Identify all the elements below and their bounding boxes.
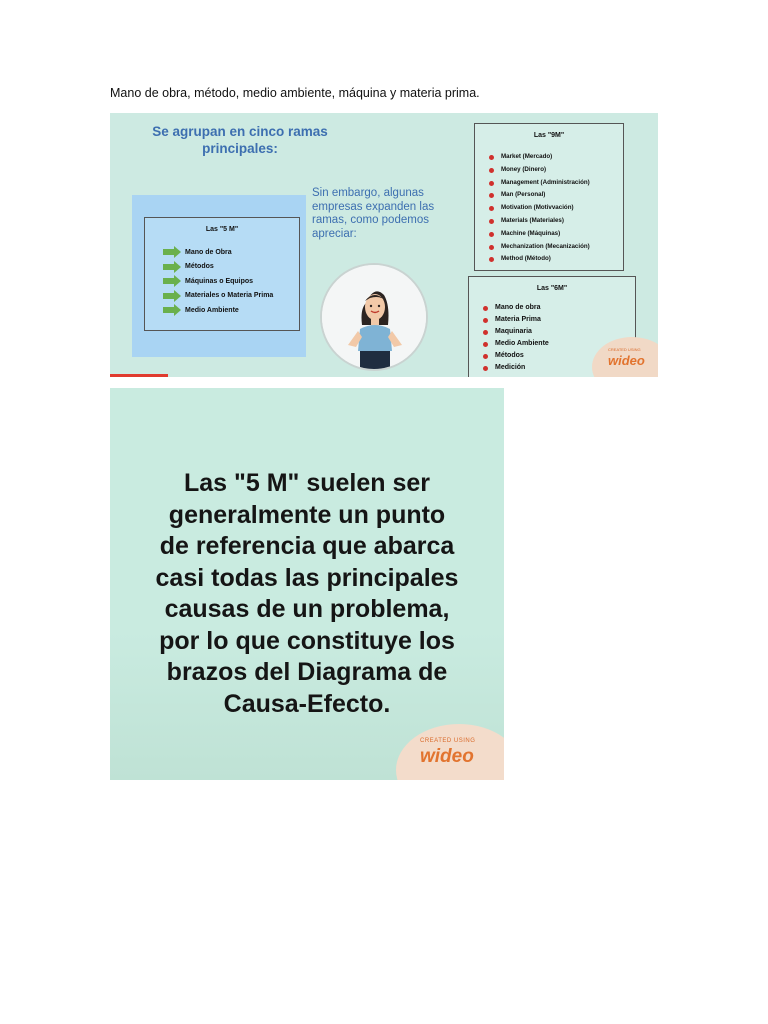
list-5m-item-label: Máquinas o Equipos xyxy=(185,277,254,285)
watermark-top-text: CREATED USING xyxy=(608,347,641,352)
slide-5m-explanation xyxy=(110,388,504,780)
watermark-brand-text: wideo xyxy=(608,353,645,368)
list-5m-item-label: Mano de Obra xyxy=(185,248,232,256)
list-9m-item-label: Motivation (Motivvación) xyxy=(501,204,574,212)
green-arrow-icon xyxy=(163,249,175,255)
list-6m-item-label: Maquinaria xyxy=(495,328,532,335)
list-6m-item xyxy=(495,326,635,338)
list-6m-item-label: Materia Prima xyxy=(495,316,541,323)
list-9m xyxy=(475,151,623,266)
list-6m-item-label: Medio Ambiente xyxy=(495,340,549,347)
list-9m-item xyxy=(501,241,623,254)
list-5m-item-label: Medio Ambiente xyxy=(185,306,239,314)
list-5m-item xyxy=(163,274,299,289)
list-5m-item-label: Métodos xyxy=(185,263,214,271)
slide-5m-overview xyxy=(110,113,658,377)
list-6m-item xyxy=(495,314,635,326)
list-9m-item-label: Machine (Máquinas) xyxy=(501,229,561,237)
list-9m-item-label: Management (Administración) xyxy=(501,178,590,186)
woman-avatar-illustration xyxy=(320,263,428,371)
slide1-heading: Se agrupan en cinco ramas principales: xyxy=(152,124,328,156)
green-arrow-icon xyxy=(163,293,175,299)
list-6m-item-label: Medición xyxy=(495,364,526,371)
document-caption: Mano de obra, método, medio ambiente, máquina y materia prima. xyxy=(110,86,480,100)
list-5m-item-label: Materiales o Materia Prima xyxy=(185,292,274,300)
list-5m-item xyxy=(163,289,299,304)
watermark-top-text: CREATED USING xyxy=(420,738,476,744)
list-9m-item-label: Mechanization (Mecanización) xyxy=(501,242,590,250)
box-5m xyxy=(144,217,300,331)
list-9m-item xyxy=(501,215,623,228)
green-arrow-icon xyxy=(163,278,175,284)
list-5m xyxy=(145,245,299,318)
list-9m-item-label: Market (Mercado) xyxy=(501,153,553,160)
slide1-side-text: Sin embargo, algunas empresas expanden las ramas, como podemos apreciar: xyxy=(312,187,435,240)
slide2-text: Las "5 M" suelen ser generalmente un punto de referencia que abarca casi todas las principales causas de un problema, por lo que constituye los brazos del Diagrama de Causa-Efecto. xyxy=(155,469,459,718)
green-arrow-icon xyxy=(163,307,175,313)
list-9m-item xyxy=(501,228,623,241)
video-progress-bar xyxy=(110,374,168,377)
list-6m-item xyxy=(495,302,635,314)
list-9m-item xyxy=(501,202,623,215)
list-5m-item xyxy=(163,245,299,260)
list-9m-item xyxy=(501,164,623,177)
list-6m-item-label: Métodos xyxy=(495,352,524,359)
list-9m-item xyxy=(501,189,623,202)
green-arrow-icon xyxy=(163,264,175,270)
box-9m xyxy=(474,123,624,271)
list-9m-item-label: Materials (Materiales) xyxy=(501,216,564,224)
list-6m-item-label: Mano de obra xyxy=(495,304,541,311)
list-9m-item-label: Method (Método) xyxy=(501,255,551,263)
wideo-watermark-large xyxy=(396,724,504,780)
list-9m-item-label: Money (Dinero) xyxy=(501,165,547,173)
list-9m-item xyxy=(501,151,623,164)
watermark-brand-text: wideo xyxy=(420,746,474,767)
list-9m-item xyxy=(501,177,623,190)
box-5m-title: Las "5 M" xyxy=(205,226,239,233)
list-9m-item xyxy=(501,253,623,266)
woman-illustration-icon xyxy=(322,265,426,369)
box-9m-title: Las "9M" xyxy=(533,132,565,139)
box-6m-title: Las "6M" xyxy=(536,285,568,292)
list-9m-item-label: Man (Personal) xyxy=(501,191,546,199)
list-5m-item xyxy=(163,303,299,318)
list-5m-item xyxy=(163,260,299,275)
